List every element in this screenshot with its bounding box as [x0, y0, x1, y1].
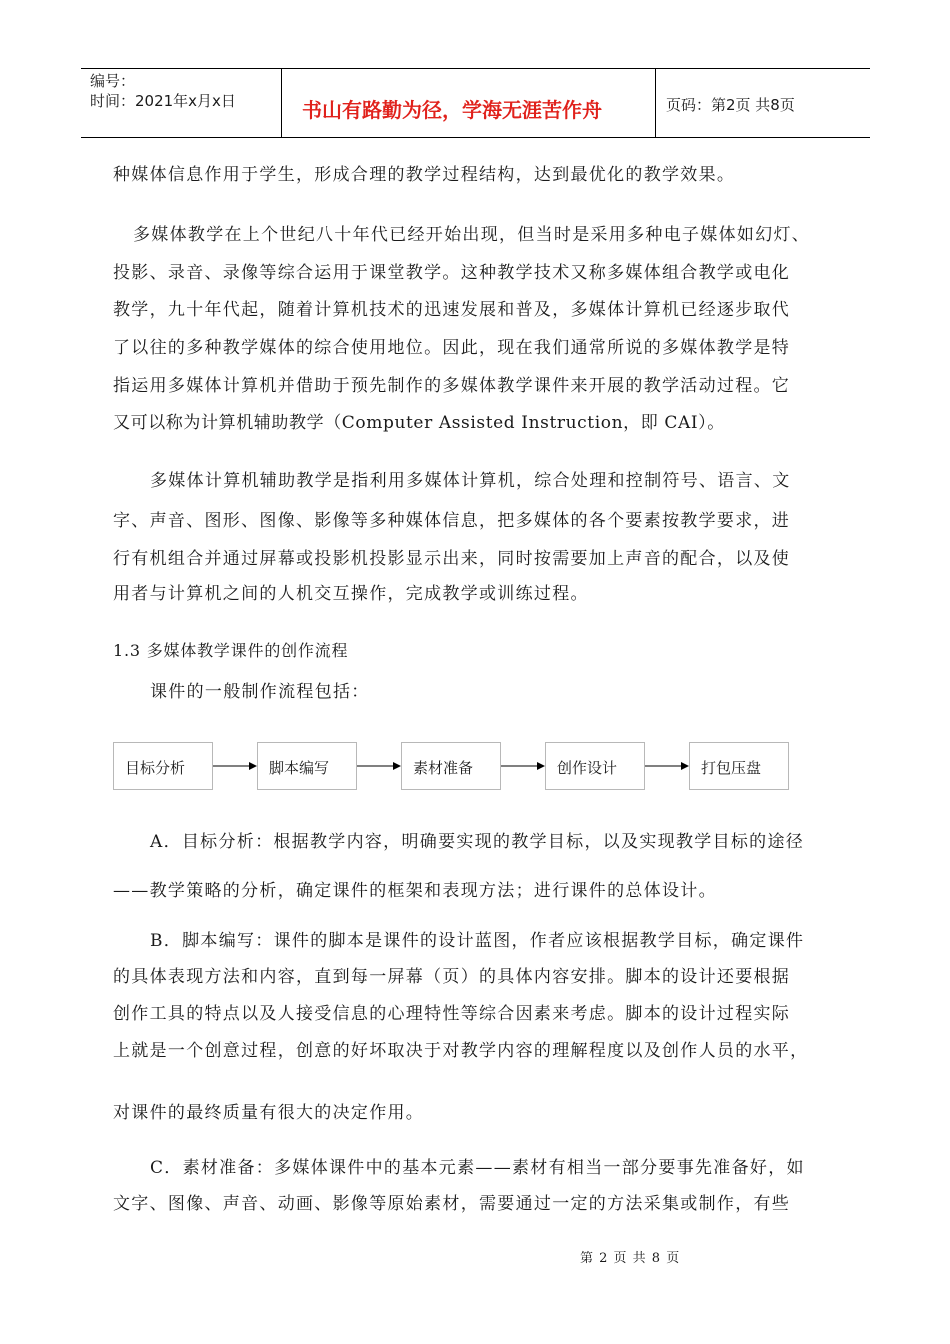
body-line: 投影、录音、录像等综合运用于课堂教学。这种教学技术又称多媒体组合教学或电化: [113, 263, 791, 283]
date-label: 时间：2021年x月x日: [90, 92, 236, 110]
body-line: B．脚本编写：课件的脚本是课件的设计蓝图，作者应该根据教学目标，确定课件: [150, 931, 805, 951]
flow-step-label: 素材准备: [413, 759, 474, 777]
flow-arrow-icon: [213, 760, 257, 772]
body-line: 种媒体信息作用于学生，形成合理的教学过程结构，达到最优化的教学效果。: [113, 165, 736, 185]
motto-text: 书山有路勤为径，学海无涯苦作舟: [302, 98, 602, 122]
body-line: 的具体表现方法和内容，直到每一屏幕（页）的具体内容安排。脚本的设计还要根据: [113, 967, 791, 987]
flow-step-label: 目标分析: [125, 759, 186, 777]
body-line: 字、声音、图形、图像、影像等多种媒体信息，把多媒体的各个要素按教学要求，进: [113, 511, 791, 531]
section-heading: 1.3 多媒体教学课件的创作流程: [113, 641, 349, 660]
flow-step-box: [113, 742, 213, 790]
body-line: 上就是一个创意过程，创意的好坏取决于对教学内容的理解程度以及创作人员的水平，: [113, 1041, 809, 1061]
body-line: C．素材准备：多媒体课件中的基本元素——素材有相当一部分要事先准备好，如: [150, 1158, 805, 1178]
body-line: 行有机组合并通过屏幕或投影机投影显示出来，同时按需要加上声音的配合，以及使: [113, 549, 791, 569]
document-header: [81, 68, 870, 138]
flow-arrow-icon: [501, 760, 545, 772]
body-line: 了以往的多种教学媒体的综合使用地位。因此，现在我们通常所说的多媒体教学是特: [113, 338, 791, 358]
body-line: 又可以称为计算机辅助教学（Computer Assisted Instruction，即 CAI）。: [113, 413, 725, 433]
page-info-text: 页码：第2页 共8页: [666, 96, 795, 114]
body-line: 教学，九十年代起，随着计算机技术的迅速发展和普及，多媒体计算机已经逐步取代: [113, 300, 791, 320]
header-page-cell: [656, 69, 870, 137]
body-line: A．目标分析：根据教学内容，明确要实现的教学目标，以及实现教学目标的途径: [150, 832, 805, 852]
header-meta-cell: [81, 69, 282, 137]
flow-step-label: 创作设计: [557, 759, 618, 777]
flow-step-box: [257, 742, 357, 790]
body-line: 文字、图像、声音、动画、影像等原始素材，需要通过一定的方法采集或制作，有些: [113, 1194, 791, 1214]
number-label: 编号：: [90, 72, 136, 90]
flow-arrow-icon: [357, 760, 401, 772]
flow-step-box: [545, 742, 645, 790]
page-footer: 第 2 页 共 8 页: [580, 1251, 681, 1266]
flow-step-box: [689, 742, 789, 790]
body-line: 多媒体教学在上个世纪八十年代已经开始出现，但当时是采用多种电子媒体如幻灯、: [133, 225, 811, 245]
body-line: 对课件的最终质量有很大的决定作用。: [113, 1103, 425, 1123]
body-line: 用者与计算机之间的人机交互操作，完成教学或训练过程。: [113, 584, 589, 604]
flow-step-label: 打包压盘: [701, 759, 762, 777]
flow-step-label: 脚本编写: [269, 759, 330, 777]
body-line: ——教学策略的分析，确定课件的框架和表现方法；进行课件的总体设计。: [113, 881, 717, 901]
header-motto-cell: [282, 69, 656, 137]
body-line: 创作工具的特点以及人接受信息的心理特性等综合因素来考虑。脚本的设计过程实际: [113, 1004, 791, 1024]
body-line: 课件的一般制作流程包括：: [150, 682, 370, 702]
body-line: 指运用多媒体计算机并借助于预先制作的多媒体教学课件来开展的教学活动过程。它: [113, 376, 791, 396]
body-line: 多媒体计算机辅助教学是指利用多媒体计算机，综合处理和控制符号、语言、文: [150, 471, 791, 491]
flow-step-box: [401, 742, 501, 790]
flow-arrow-icon: [645, 760, 689, 772]
